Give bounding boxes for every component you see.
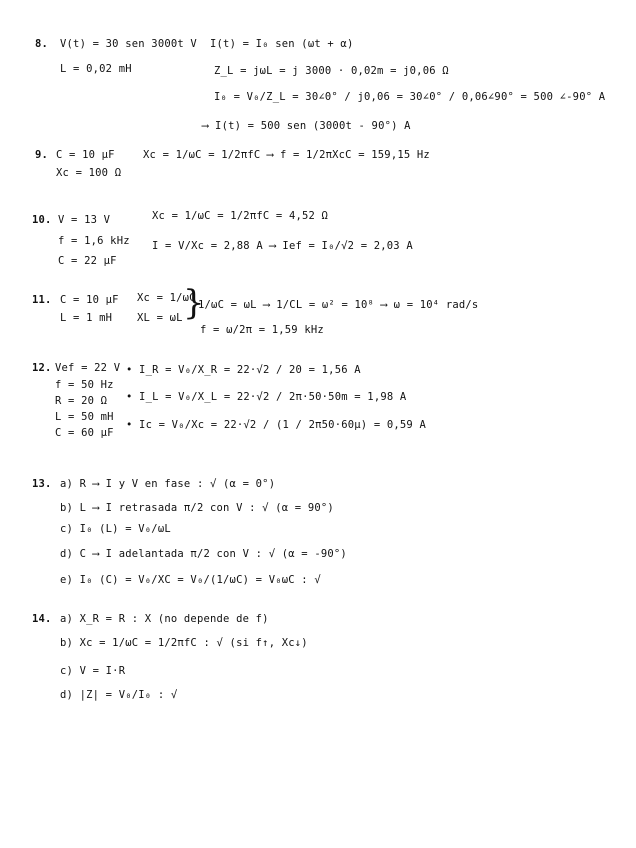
problem-number: 13. — [32, 478, 52, 490]
inductive-reactance: XL = ωL — [137, 312, 183, 324]
current-expression: I(t) = I₀ sen (ωt + α) — [210, 38, 354, 50]
given-capacitance: C = 22 μF — [58, 255, 117, 267]
given-voltage: V = 13 V — [58, 214, 111, 226]
right-brace: } — [183, 283, 205, 323]
problem-number: 9. — [35, 149, 49, 161]
given-inductance: L = 50 mH — [55, 411, 114, 423]
given-capacitance: C = 10 μF — [60, 294, 119, 306]
capacitive-reactance: Xc = 1/ωC — [137, 292, 196, 304]
impedance-calculation: Z_L = jωL = j 3000 · 0,02m = j0,06 Ω — [214, 65, 449, 77]
problem-number: 12. — [32, 362, 52, 374]
answer-d: d) C ⟶ I adelantada π/2 con V : √ (α = -90°) — [60, 548, 347, 560]
given-capacitance: C = 60 μF — [55, 427, 114, 439]
resonance-frequency: f = ω/2π = 1,59 kHz — [200, 324, 324, 336]
resistor-current: • I_R = V₀/X_R = 22·√2 / 20 = 1,56 A — [126, 364, 361, 376]
given-inductance: L = 0,02 mH — [60, 63, 132, 75]
current-result: ⟶ I(t) = 500 sen (3000t - 90°) A — [202, 120, 411, 132]
answer-c: c) I₀ (L) = V₀/ωL — [60, 523, 171, 535]
answer-d: d) |Z| = V₀/I₀ : √ — [60, 689, 178, 701]
resonance-calculation: 1/ωC = ωL ⟶ 1/CL = ω² = 10⁸ ⟶ ω = 10⁴ rad/s — [198, 299, 479, 311]
answer-a: a) R ⟶ I y V en fase : √ (α = 0°) — [60, 478, 276, 490]
answer-c: c) V = I·R — [60, 665, 126, 677]
problem-number: 10. — [32, 214, 52, 226]
given-capacitance: C = 10 μF — [56, 149, 115, 161]
problem-number: 11. — [32, 294, 52, 306]
answer-e: e) I₀ (C) = V₀/XC = V₀/(1/ωC) = V₀ωC : √ — [60, 574, 321, 586]
answer-b: b) L ⟶ I retrasada π/2 con V : √ (α = 90°) — [60, 502, 334, 514]
reactance-calculation: Xc = 1/ωC = 1/2πfC = 4,52 Ω — [152, 210, 329, 222]
given-voltage: V(t) = 30 sen 3000t V — [60, 38, 197, 50]
given-frequency: f = 1,6 kHz — [58, 235, 130, 247]
answer-a: a) X_R = R : X (no depende de f) — [60, 613, 269, 625]
current-amplitude-calculation: I₀ = V₀/Z_L = 30∠0° / j0,06 = 30∠0° / 0,06∠90° = 500 ∠-90° A — [214, 91, 606, 103]
frequency-calculation: Xc = 1/ωC = 1/2πfC ⟶ f = 1/2πXcC = 159,15 Hz — [143, 149, 430, 161]
problem-number: 14. — [32, 613, 52, 625]
inductor-current: • I_L = V₀/X_L = 22·√2 / 2π·50·50m = 1,98 A — [126, 391, 407, 403]
capacitor-current: • Ic = V₀/Xc = 22·√2 / (1 / 2π50·60μ) = 0,59 A — [126, 419, 426, 431]
given-reactance: Xc = 100 Ω — [56, 167, 122, 179]
given-effective-voltage: Vef = 22 V — [55, 362, 121, 374]
given-resistance: R = 20 Ω — [55, 395, 108, 407]
answer-b: b) Xc = 1/ωC = 1/2πfC : √ (si f↑, Xc↓) — [60, 637, 308, 649]
problem-number: 8. — [35, 38, 49, 50]
given-inductance: L = 1 mH — [60, 312, 113, 324]
given-frequency: f = 50 Hz — [55, 379, 114, 391]
current-calculation: I = V/Xc = 2,88 A ⟶ Ief = I₀/√2 = 2,03 A — [152, 240, 413, 252]
